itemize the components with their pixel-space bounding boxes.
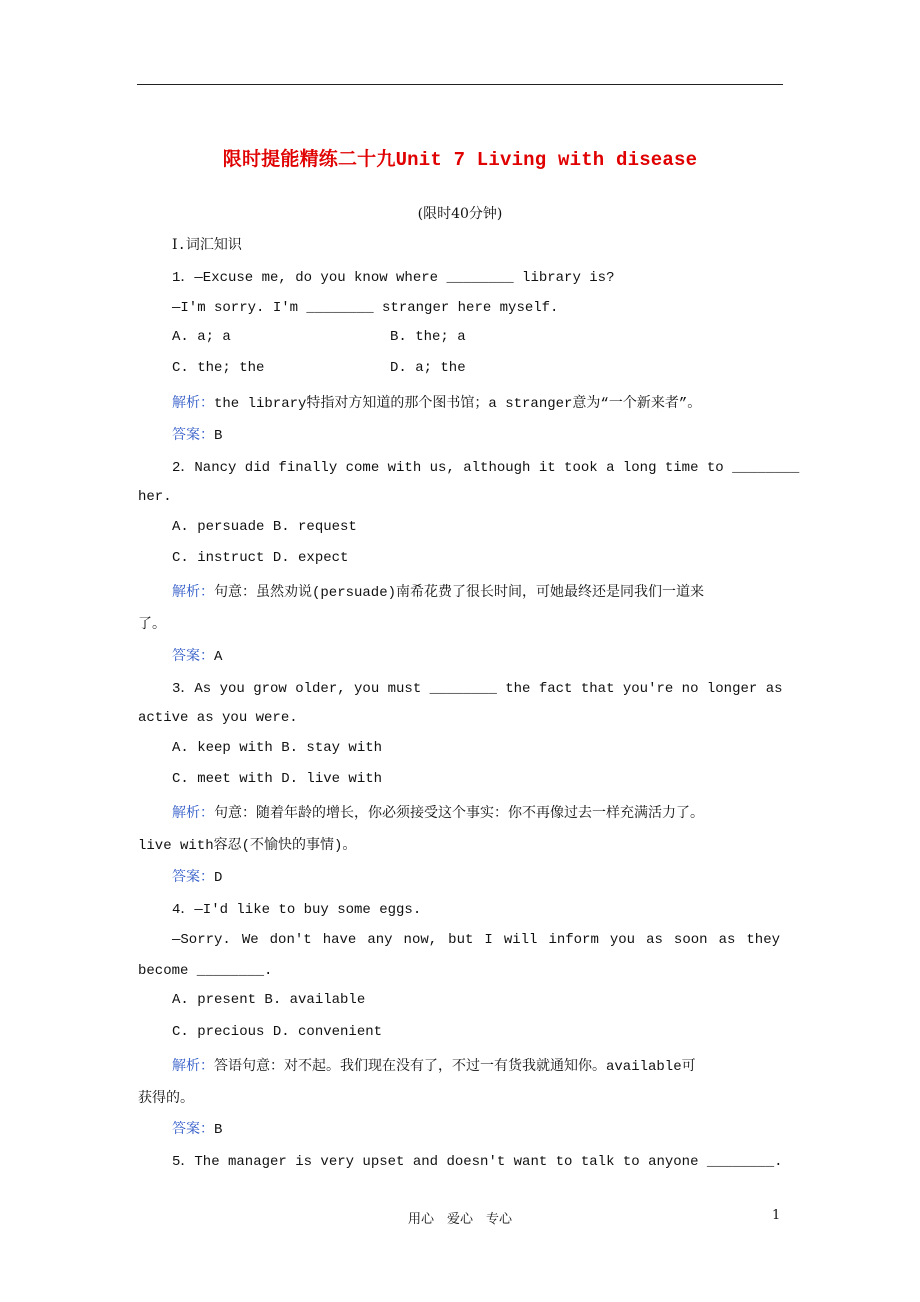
answer-label: 答案： [172,428,214,444]
analysis-label: 解析： [172,585,214,601]
q2-options-ab: A. persuade B. request [172,519,357,535]
q1-line2: —I'm sorry. I'm ________ stranger here myself. [172,300,559,316]
q1-options-ab [172,329,818,345]
q4-options-cd: C. precious D. convenient [172,1024,383,1040]
analysis-label: 解析： [172,1059,214,1075]
q1-analysis [172,392,818,412]
q2-line2: her. [138,489,172,505]
q3-options-cd: C. meet with D. live with [172,771,383,787]
answer-label: 答案： [172,649,214,665]
q5-line1: 5．The manager is very upset and doesn't want to talk to anyone ________. [172,1154,783,1170]
q3-answer [172,866,818,886]
q4-analysis-text: 答语句意：对不起。我们现在没有了，不过一有货我就通知你。available可 [214,1059,696,1075]
q3-analysis-line2: live with容忍(不愉快的事情)。 [138,838,357,854]
q4-analysis-line1 [172,1055,818,1075]
q2-line1: 2．Nancy did finally come with us, although it took a long time to ________ [172,460,800,476]
q2-answer-value: A [214,649,223,665]
q4-answer-value: B [214,1122,223,1138]
q4-line2: —Sorry. We don't have any now, but I will inform you as soon as they [172,932,780,948]
q1-opt-a: A. a; a [172,329,231,345]
page-footer: 用心 爱心 专心 [407,1212,512,1227]
q1-answer-value: B [214,428,223,444]
q2-analysis-line1 [172,581,818,601]
q2-options-cd: C. instruct D. expect [172,550,349,566]
q1-analysis-text: the library特指对方知道的那个图书馆；a stranger意为“一个新来者”。 [214,396,702,412]
q2-answer [172,645,818,665]
q1-line1: 1．—Excuse me, do you know where ________ library is? [172,270,615,286]
q3-options-ab: A. keep with B. stay with [172,740,383,756]
q3-line2: active as you were. [138,710,298,726]
q3-line1: 3．As you grow older, you must ________ the fact that you're no longer as [172,681,783,697]
header-rule [137,84,783,85]
q4-options-ab: A. present B. available [172,992,366,1008]
q2-analysis-line2: 了。 [138,617,166,633]
q1-answer [172,424,818,444]
q1-opt-c: C. the; the [172,360,265,376]
q3-analysis-text: 句意：随着年龄的增长，你必须接受这个事实：你不再像过去一样充满活力了。 [214,806,704,822]
analysis-label: 解析： [172,806,214,822]
q4-analysis-line2: 获得的。 [138,1091,194,1107]
page-number: 1 [772,1208,781,1223]
answer-label: 答案： [172,1122,214,1138]
q1-opt-b: B. the; a [390,329,466,345]
q3-answer-value: D [214,870,223,886]
time-limit: (限时40分钟) [417,206,503,222]
q1-options-cd [172,360,818,376]
q4-line3: become ________. [138,963,273,979]
analysis-label: 解析： [172,396,214,412]
q2-analysis-text: 句意：虽然劝说(persuade)南希花费了很长时间，可她最终还是同我们一道来 [214,585,705,601]
q4-line1: 4．—I'd like to buy some eggs. [172,902,422,918]
q3-analysis-line1 [172,802,818,822]
q1-opt-d: D. a; the [390,360,466,376]
section-heading: Ⅰ.词汇知识 [172,238,242,254]
q4-answer [172,1118,818,1138]
answer-label: 答案： [172,870,214,886]
page-title: 限时提能精练二十九Unit 7 Living with disease [222,149,698,171]
